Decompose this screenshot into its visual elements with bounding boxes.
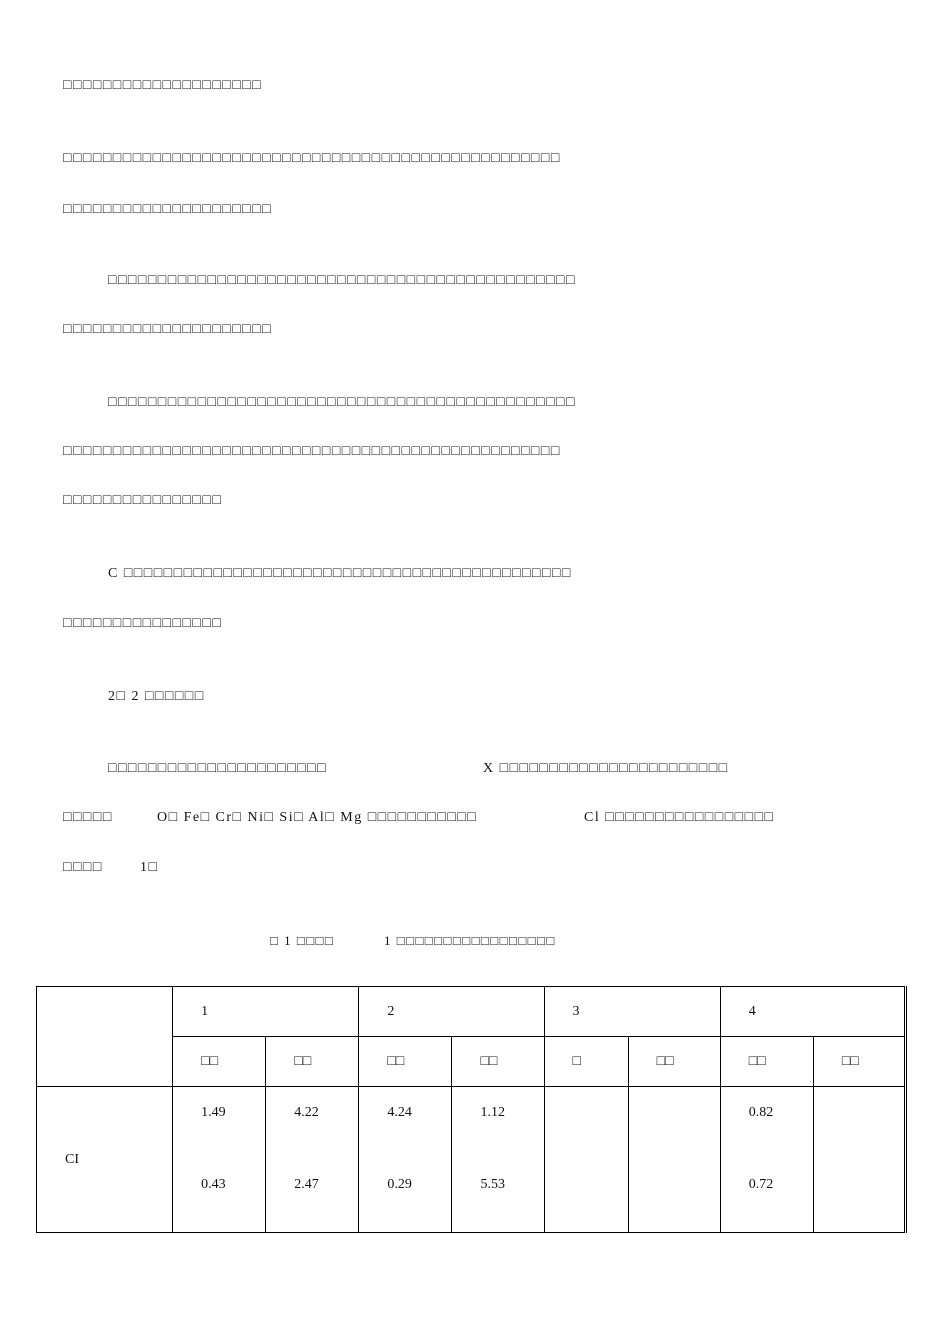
- paragraph-segment: □□□□: [63, 860, 103, 875]
- cell-value: 4.24: [387, 1105, 412, 1120]
- row-label: CI: [37, 1087, 173, 1233]
- cell-value: 4.22: [294, 1105, 319, 1120]
- cell-value: 1.49: [201, 1105, 226, 1120]
- sub-header: □□: [359, 1037, 452, 1087]
- group-header: 2: [359, 987, 544, 1037]
- sub-header: □□: [720, 1037, 813, 1087]
- table-row: [37, 1087, 906, 1233]
- sub-header: □□: [452, 1037, 544, 1087]
- paragraph-line: □□□□□□□□□□□□□□□□: [63, 616, 223, 631]
- sub-header: □□: [813, 1037, 905, 1087]
- table-cell: [452, 1087, 544, 1233]
- group-header: 1: [173, 987, 359, 1037]
- table-cell: [720, 1087, 813, 1233]
- cell-value: 0.29: [387, 1177, 412, 1192]
- paragraph-line: □□□□□□□□□□□□□□□□□□□□□□□□□□□□□□□□□□□□□□□□□□□□□□□: [108, 395, 576, 410]
- sub-header: □□: [173, 1037, 266, 1087]
- paragraph-line: □□□□□□□□□□□□□□□□□□□□□□□□□□□□□□□□□□□□□□□□□□□□□□□□□□: [63, 151, 561, 166]
- table-cell: [173, 1087, 266, 1233]
- cell-value: 0.82: [748, 1105, 774, 1120]
- paragraph-line: C □□□□□□□□□□□□□□□□□□□□□□□□□□□□□□□□□□□□□□□□□□□□□: [108, 566, 572, 581]
- element-list: O□ Fe□ Cr□ Ni□ Si□ Al□ Mg □□□□□□□□□□□: [157, 810, 478, 825]
- paragraph-segment: Cl □□□□□□□□□□□□□□□□□: [584, 810, 775, 825]
- paragraph-segment: 1□: [140, 860, 159, 875]
- cell-value: 2.47: [294, 1177, 319, 1192]
- paragraph-line: □□□□□□□□□□□□□□□□□□□□: [63, 78, 263, 93]
- table-cell: [266, 1087, 359, 1233]
- table-cell: [544, 1087, 628, 1233]
- paragraph-segment: □□□□□: [63, 810, 113, 825]
- paragraph-line: □□□□□□□□□□□□□□□□□□□□□: [63, 202, 273, 217]
- sub-header: □: [544, 1037, 628, 1087]
- paragraph-line: □□□□□□□□□□□□□□□□□□□□□□□□□□□□□□□□□□□□□□□□□□□□□□□□□□: [63, 444, 561, 459]
- table-corner-cell: [37, 987, 173, 1087]
- sub-header: □□: [628, 1037, 720, 1087]
- data-table: [36, 986, 907, 1233]
- table-caption: 1 □□□□□□□□□□□□□□□□□: [384, 933, 556, 948]
- section-heading: 2□ 2 □□□□□□: [108, 689, 205, 704]
- paragraph-segment: X □□□□□□□□□□□□□□□□□□□□□□□: [483, 761, 729, 776]
- cell-value: 0.72: [748, 1177, 774, 1192]
- group-header: 3: [544, 987, 720, 1037]
- paragraph-line: □□□□□□□□□□□□□□□□: [63, 493, 223, 508]
- paragraph-line: □□□□□□□□□□□□□□□□□□□□□: [63, 322, 273, 337]
- paragraph-segment: □□□□□□□□□□□□□□□□□□□□□□: [108, 761, 328, 776]
- sub-header: □□: [266, 1037, 359, 1087]
- table-cell: [628, 1087, 720, 1233]
- cell-value: 0.43: [201, 1177, 226, 1192]
- group-header: 4: [720, 987, 905, 1037]
- cell-value: 5.53: [480, 1177, 505, 1192]
- paragraph-line: □□□□□□□□□□□□□□□□□□□□□□□□□□□□□□□□□□□□□□□□□□□□□□□: [108, 273, 576, 288]
- table-cell: [359, 1087, 452, 1233]
- cell-value: 1.12: [480, 1105, 505, 1120]
- table-caption: □ 1 □□□□: [270, 933, 335, 948]
- table-row: [37, 987, 906, 1037]
- table-cell: [813, 1087, 905, 1233]
